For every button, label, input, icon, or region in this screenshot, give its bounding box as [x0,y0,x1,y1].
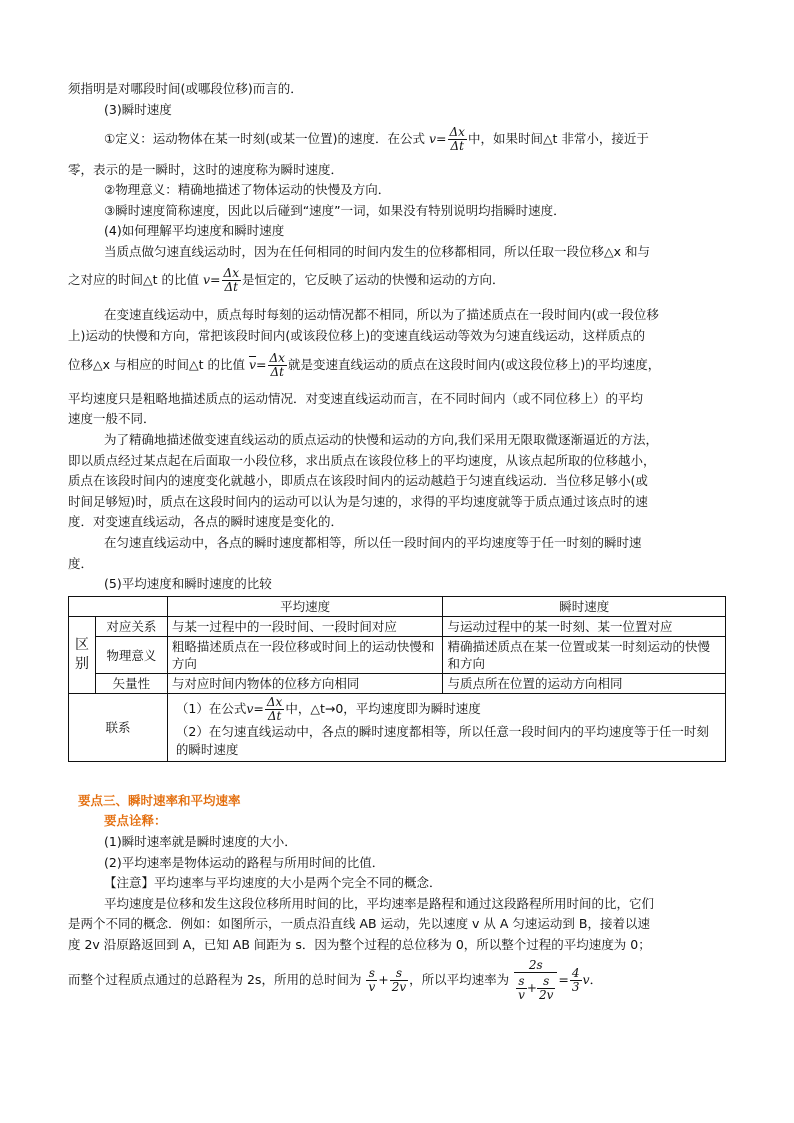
table-row [69,637,726,674]
subheading-understanding: (4)如何理解平均速度和瞬时速度 [104,223,285,238]
formula-dx-over-dt: $\frac{\Delta x}{\Delta t}$ [223,266,239,294]
subheading-comparison: (5)平均速度和瞬时速度的比较 [104,576,272,591]
avg-velocity-line: 位移△x 与相应的时间△t 的比值 $\overline{v}=$ $\frac{\Delta x}{\Delta t}$ 就是变速直线运动的质点在这段时间内(或这段位移上)的平均速度， [68,351,661,379]
table-cell: 与运动过程中的某一时刻、某一位置对应 [443,617,726,637]
formula-dx-over-dt: $\frac{\Delta x}{\Delta t}$ [266,695,283,723]
avg-speed-line: 而整个过程质点通过的总路程为 2s，所用的总时间为 $\frac{s}{v}$ + $\frac{s}{2v}$ ，所以平均速率为 2s $\frac{s}{v}$ + $\frac{s}{2v}$ = $\frac{4}{3}$ v． [68,958,603,1002]
table-row-label: 对应关系 [95,617,167,637]
fraction-s-over-2v: $\frac{s}{2v}$ [391,966,407,994]
table-header-inst: 瞬时速度 [443,597,726,617]
text-line: 上)运动的快慢和方向，常把该段时间内(或该段位移上)的变速直线运动等效为匀速直线运动，这样质点的 [68,328,646,343]
text-line: 须指明是对哪段时间(或哪段位移)而言的． [68,81,303,96]
text-line: 零，表示的是一瞬时，这时的速度称为瞬时速度． [68,162,344,177]
link-item-1: （1）在公式v= $\frac{\Delta x}{\Delta t}$ 中，△t→0，平均速度即为瞬时速度 [175,695,481,723]
fraction-four-thirds: $\frac{4}{3}$ [571,966,580,994]
table-row [69,674,726,694]
formula-dx-over-dt: $\frac{\Delta x}{\Delta t}$ [449,125,465,153]
table-row [69,617,726,637]
table-header-avg: 平均速度 [167,597,443,617]
text-line: (1)瞬时速率就是瞬时速度的大小． [104,834,297,849]
text-line: 质点在该段时间内的速度变化就越小，即质点在该段时间内的运动越趋于匀速直线运动．当位移足够小(或 [68,473,648,488]
table-corner-cell [69,597,168,617]
note-line: 【注意】平均速率与平均速度的大小是两个完全不同的概念． [104,875,442,890]
table-row [69,597,726,617]
text-line: 在变速直线运动中，质点每时每刻的运动情况都不相同，所以为了描述质点在一段时间内(或一段位移 [104,307,659,322]
table-row-label: 矢量性 [95,674,167,694]
text-line: 平均速度只是粗略地描述质点的运动情况．对变速直线运动而言，在不同时间内（或不同位移上）的平均 [68,391,644,406]
table-group-label: 区 别 [69,617,96,694]
table-row-label: 物理意义 [95,637,167,674]
table-cell: 与对应时间内物体的位移方向相同 [167,674,443,694]
table-cell: 粗略描述质点在一段位移或时间上的运动快慢和方向 [167,637,443,674]
section-subheading: 要点诠释： [104,813,167,828]
table-cell: 与质点所在位置的运动方向相同 [443,674,726,694]
section-heading: 要点三、瞬时速率和平均速率 [78,793,241,808]
text-line: ③瞬时速度简称速度，因此以后碰到“速度”一词，如果没有特别说明均指瞬时速度． [104,203,566,218]
text-line: 即以质点经过某点起在后面取一小段位移，求出质点在该段位移上的平均速度，从该点起所取的位移越小， [68,453,656,468]
table-row [69,694,726,762]
text-line: (2)平均速率是物体运动的路程与所用时间的比值． [104,855,385,870]
table-cell: 精确描述质点在某一位置或某一时刻运动的快慢和方向 [443,637,726,674]
formula-dx-over-dt: $\frac{\Delta x}{\Delta t}$ [269,351,285,379]
fraction-average-speed: 2s $\frac{s}{v}$ + $\frac{s}{2v}$ [514,959,557,1002]
text-line: 时间足够短)时，质点在这段时间内的运动可以认为是匀速的，求得的平均速度就等于质点通过该点时的速 [68,494,648,509]
table-link-cell [167,694,725,762]
text-line: 是两个不同的概念．例如：如图所示，一质点沿直线 AB 运动，先以速度 v 从 A 匀速运动到 B，接着以速 [68,916,650,931]
text-line: 平均速度是位移和发生这段位移所用时间的比，平均速率是路程和通过这段路程所用时间的比，它们 [104,896,655,911]
definition-line: ①定义：运动物体在某一时刻(或某一位置)的速度．在公式 v= $\frac{\Delta x}{\Delta t}$ 中，如果时间△t 非常小，接近于 [104,125,649,153]
text-line: 在匀速直线运动中，各点的瞬时速度都相等，所以任一段时间内的平均速度等于任一时刻的瞬时速 [104,535,642,550]
subheading-instant-velocity: (3)瞬时速度 [104,102,172,117]
fraction-s-over-v: $\frac{s}{v}$ [368,966,376,994]
text-line: ②物理意义：精确地描述了物体运动的快慢及方向． [104,182,391,197]
text-line: 度．对变速直线运动，各点的瞬时速度是变化的． [68,514,344,529]
link-item-2: （2）在匀速直线运动中，各点的瞬时速度都相等，所以任意一段时间内的平均速度等于任一时刻的瞬时速度 [175,724,709,757]
text-line: 速度一般不同． [68,411,156,426]
table-cell: 与某一过程中的一段时间、一段时间对应 [167,617,443,637]
text-line: 度． [68,556,94,571]
text-line: 度 2v 沿原路返回到 A，已知 AB 间距为 s．因为整个过程的总位移为 0，所以整个过程的平均速度为 0； [68,937,651,952]
ratio-line: 之对应的时间△t 的比值 v= $\frac{\Delta x}{\Delta t}$ 是恒定的，它反映了运动的快慢和运动的方向． [68,266,505,294]
text-line: 为了精确地描述做变速直线运动的质点运动的快慢和运动的方向,我们采用无限取微逐渐逼近的方法， [104,432,658,447]
table-row-label: 联系 [69,694,168,762]
text-line: 当质点做匀速直线运动时，因为在任何相同的时间内发生的位移都相同，所以任取一段位移△x 和与 [104,244,650,259]
comparison-table [68,596,726,762]
